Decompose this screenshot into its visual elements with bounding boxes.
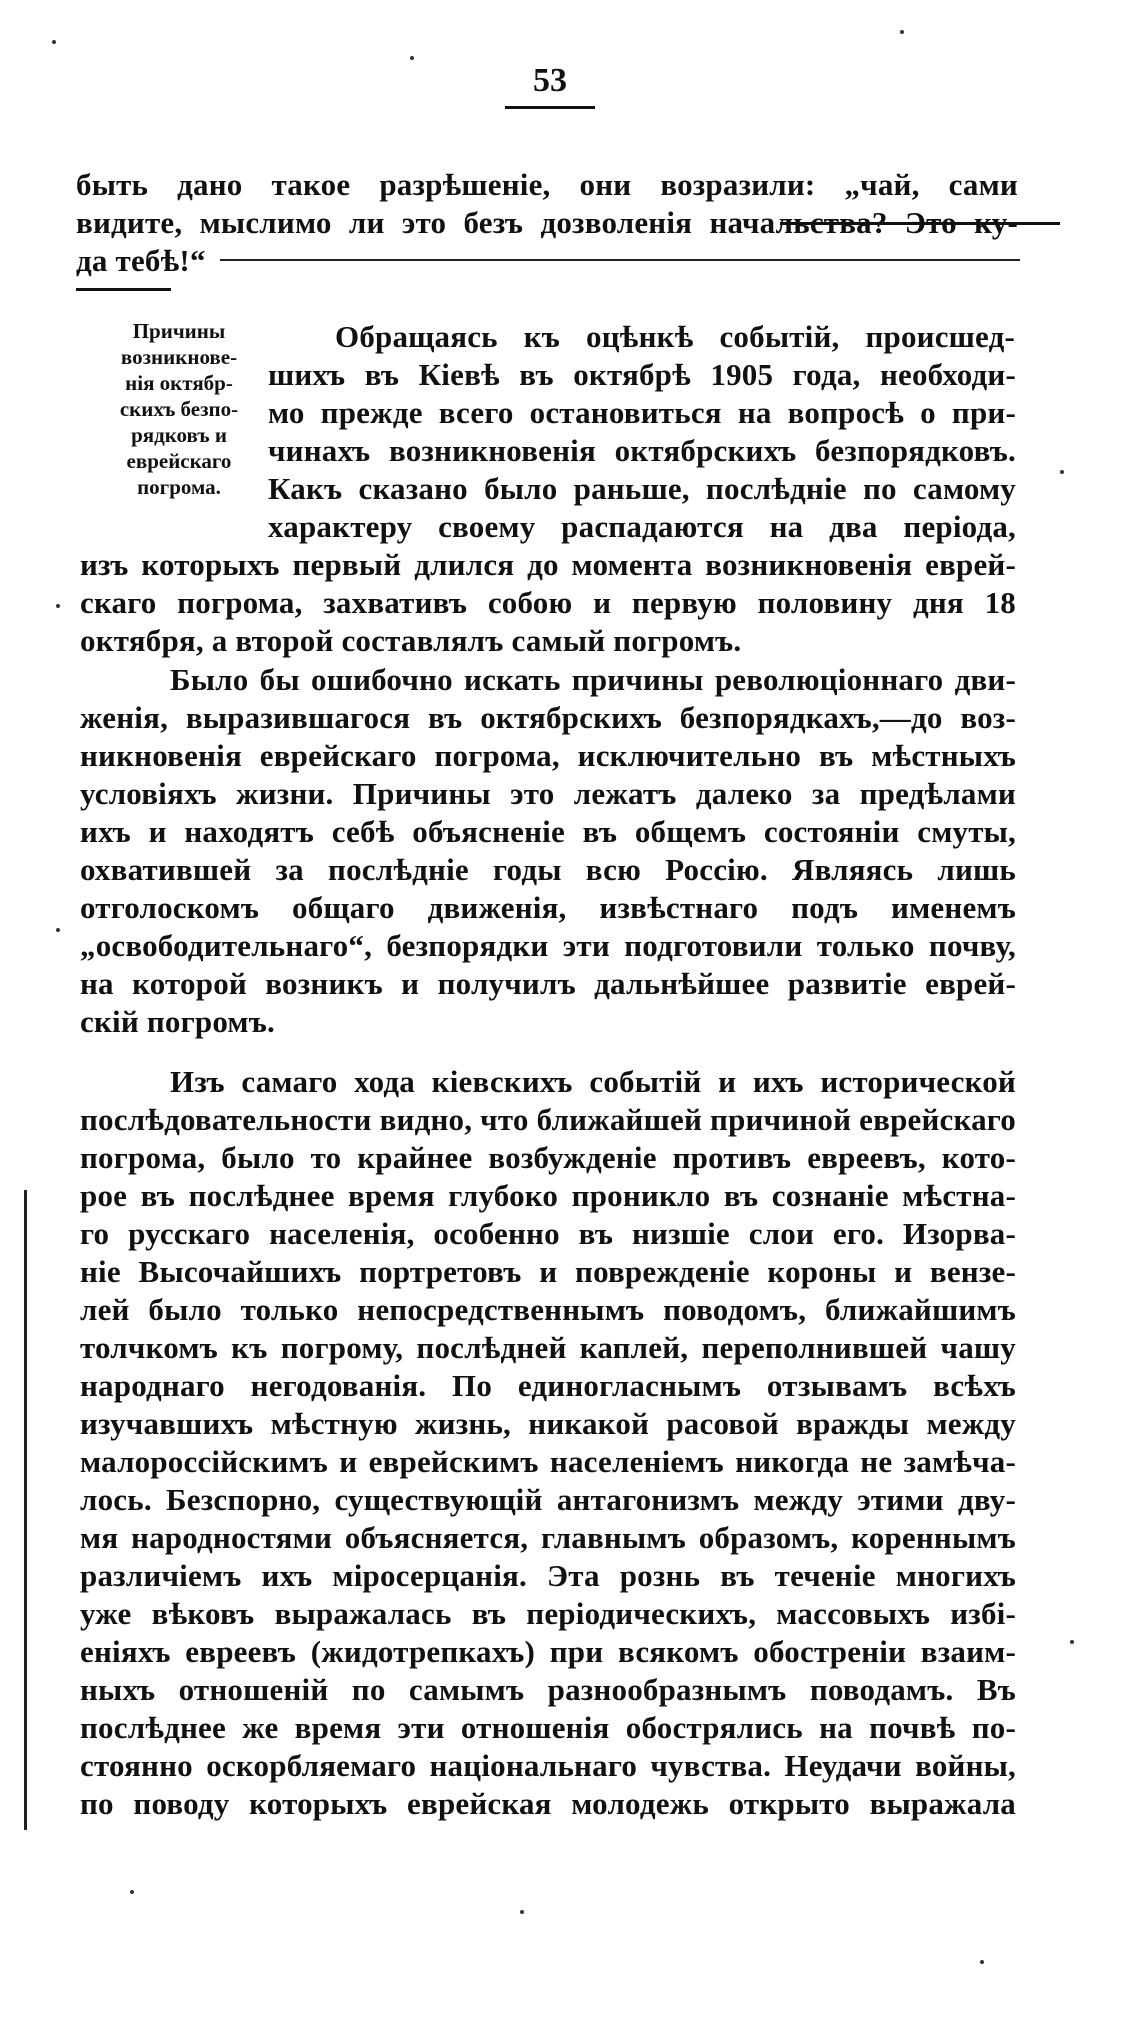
text-line: мо прежде всего остановиться на вопросѣ о при- bbox=[268, 395, 1016, 430]
text-line: Какъ сказано было раньше, послѣдніе по самому bbox=[268, 471, 1016, 506]
text-line: стоянно оскорбляемаго національнаго чувства. Неудачи войны, bbox=[80, 1748, 1016, 1783]
text-line: никновенія еврейскаго погрома, исключительно въ мѣстныхъ bbox=[80, 738, 1016, 773]
text-line: видите, мыслимо ли это безъ дозволенія начальства? Это ку- bbox=[76, 205, 1018, 240]
margin-note-line: рядковъ и bbox=[131, 423, 227, 447]
scan-speck bbox=[1070, 1640, 1074, 1644]
text-line: еніяхъ евреевъ (жидотрепкахъ) при всякомъ обостреніи взаим- bbox=[80, 1634, 1016, 1669]
margin-note-line: возникнове- bbox=[120, 345, 238, 369]
text-line: народнаго негодованія. По единогласнымъ отзывамъ всѣхъ bbox=[80, 1368, 1016, 1403]
text-line: „освободительнаго“, безпорядки эти подготовили только почву, bbox=[80, 928, 1016, 963]
text-line: шихъ въ Кіевѣ въ октябрѣ 1905 года, необходи- bbox=[268, 357, 1016, 392]
text-line: октября, а второй составлялъ самый погромъ. bbox=[80, 623, 742, 658]
text-line: толчкомъ къ погрому, послѣдней каплей, переполнившей чашу bbox=[80, 1330, 1016, 1365]
section-rule bbox=[76, 288, 171, 291]
text-line: уже вѣковъ выражалась въ періодическихъ, массовыхъ избі- bbox=[80, 1596, 1016, 1631]
text-line: отголоскомъ общаго движенія, извѣстнаго подъ именемъ bbox=[80, 890, 1016, 925]
margin-note-line: еврейскаго bbox=[126, 449, 232, 473]
margin-note-line: Причины bbox=[132, 319, 226, 343]
text-line: изучавшихъ мѣстную жизнь, никакой расовой вражды между bbox=[80, 1406, 1016, 1441]
scan-speck bbox=[56, 928, 60, 932]
text-line: послѣдовательности видно, что ближайшей причиной еврейскаго bbox=[80, 1102, 1016, 1137]
text-line: характеру своему распадаются на два періода, bbox=[268, 509, 1016, 544]
text-line: охватившей за послѣдніе годы всю Россію. Являясь лишь bbox=[80, 852, 1016, 887]
scan-speck bbox=[410, 56, 414, 60]
scan-speck bbox=[130, 1890, 134, 1894]
text-line: лось. Безспорно, существующій антагонизмъ между этими дву- bbox=[80, 1482, 1016, 1517]
text-line: погрома, было то крайнее возбужденіе противъ евреевъ, кото- bbox=[80, 1140, 1016, 1175]
text-line: лей было только непосредственнымъ поводомъ, ближайшимъ bbox=[80, 1292, 1016, 1327]
scan-edge-mark bbox=[24, 1190, 27, 1830]
text-line: на которой возникъ и получилъ дальнѣйшее развитіе еврей- bbox=[80, 966, 1016, 1001]
text-line: Обращаясь къ оцѣнкѣ событій, происшед- bbox=[335, 319, 1015, 354]
text-line: по поводу которыхъ еврейская молодежь открыто выражала bbox=[80, 1786, 1016, 1821]
text-line: го русскаго населенія, особенно въ низшіе слои его. Изорва- bbox=[80, 1216, 1016, 1251]
text-line: малороссійскимъ и еврейскимъ населеніемъ никогда не замѣча- bbox=[80, 1444, 1016, 1479]
text-line: ніе Высочайшихъ портретовъ и поврежденіе короны и вензе- bbox=[80, 1254, 1016, 1289]
text-line: различіемъ ихъ міросерцанія. Эта рознь въ теченіе многихъ bbox=[80, 1558, 1016, 1593]
text-line: скій погромъ. bbox=[80, 1004, 275, 1039]
text-line: да тебѣ!“ bbox=[76, 243, 206, 278]
text-line: мя народностями объясняется, главнымъ образомъ, кореннымъ bbox=[80, 1520, 1016, 1555]
text-line: послѣднее же время эти отношенія обострялись на почвѣ по- bbox=[80, 1710, 1016, 1745]
text-line: Было бы ошибочно искать причины революціоннаго дви- bbox=[170, 662, 1016, 697]
scan-speck bbox=[520, 1910, 524, 1914]
text-line: ныхъ отношеній по самымъ разнообразнымъ поводамъ. Въ bbox=[80, 1672, 1016, 1707]
margin-note-line: погрома. bbox=[137, 475, 221, 499]
margin-note-line: нія октябр- bbox=[125, 371, 233, 395]
margin-note bbox=[84, 318, 274, 500]
text-line: изъ которыхъ первый длился до момента возникновенія еврей- bbox=[80, 547, 1016, 582]
scan-speck bbox=[52, 40, 56, 44]
strike-through-mark bbox=[780, 222, 1060, 225]
scan-speck bbox=[1060, 470, 1064, 474]
text-line: быть дано такое разрѣшеніе, они возразили: „чай, сами bbox=[76, 167, 1018, 202]
scan-speck bbox=[980, 1960, 984, 1964]
text-line: ихъ и находятъ себѣ объясненіе въ общемъ состояніи смуты, bbox=[80, 814, 1016, 849]
text-line: Изъ самаго хода кіевскихъ событій и ихъ исторической bbox=[170, 1064, 1016, 1099]
scan-speck bbox=[56, 604, 60, 608]
text-line: женія, выразившагося въ октябрскихъ безпорядкахъ,—до воз- bbox=[80, 700, 1016, 735]
scan-speck bbox=[900, 30, 904, 34]
text-line: рое въ послѣднее время глубоко проникло въ сознаніе мѣстна- bbox=[80, 1178, 1016, 1213]
page-number: 53 bbox=[505, 62, 595, 109]
text-line: скаго погрома, захвативъ собою и первую половину дня 18 bbox=[80, 585, 1016, 620]
margin-note-line: скихъ безпо- bbox=[119, 397, 239, 421]
pencil-underline-mark bbox=[220, 259, 1020, 261]
text-line: чинахъ возникновенія октябрскихъ безпорядковъ. bbox=[268, 433, 1016, 468]
text-line: условіяхъ жизни. Причины это лежатъ далеко за предѣлами bbox=[80, 776, 1016, 811]
